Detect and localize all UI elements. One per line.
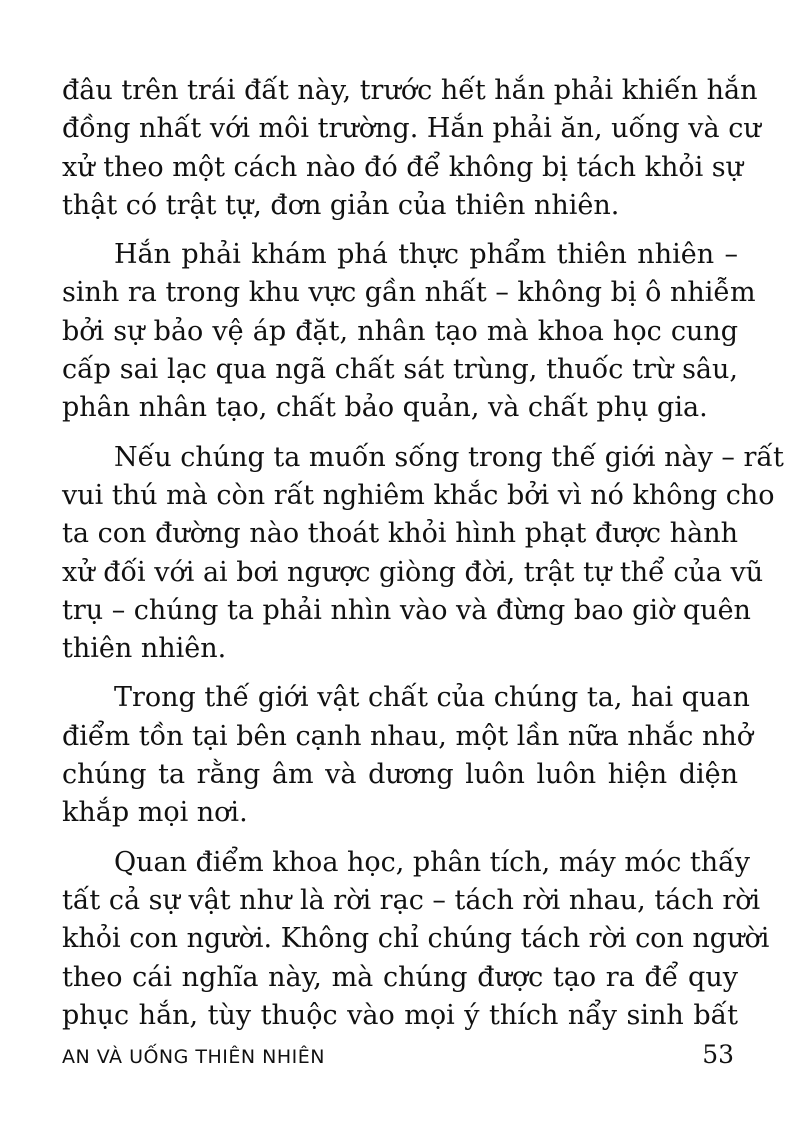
- running-footer-title: AN VÀ UỐNG THIÊN NHIÊN: [62, 1046, 325, 1068]
- text-line: Nếu chúng ta muốn sống trong thế giới này – rất: [114, 441, 784, 473]
- text-line: Hắn phải khám phá thực phẩm thiên nhiên –: [114, 239, 738, 271]
- text-line: khỏi con người. Không chỉ chúng tách rời con người: [62, 923, 770, 955]
- paragraph-5: [62, 844, 770, 1035]
- text-line: vui thú mà còn rất nghiêm khắc bởi vì nó không cho: [62, 479, 775, 511]
- text-line: phân nhân tạo, chất bảo quản, và chất phụ gia.: [62, 392, 708, 424]
- text-line: trụ – chúng ta phải nhìn vào và đừng bao giờ quên: [62, 594, 751, 626]
- text-line: sinh ra trong khu vực gần nhất – không bị ô nhiễm: [62, 277, 756, 309]
- text-line: xử theo một cách nào đó để không bị tách khỏi sự: [62, 151, 744, 183]
- text-line: thật có trật tự, đơn giản của thiên nhiên.: [62, 189, 620, 221]
- text-line: cấp sai lạc qua ngã chất sát trùng, thuốc trừ sâu,: [62, 354, 738, 386]
- text-line: thiên nhiên.: [62, 633, 227, 665]
- text-line: chúng ta rằng âm và dương luôn luôn hiện diện: [62, 759, 738, 791]
- page-number: 53: [702, 1040, 734, 1069]
- text-line: Quan điểm khoa học, phân tích, máy móc thấy: [114, 846, 750, 878]
- paragraph-2: [62, 236, 756, 427]
- text-line: khắp mọi nơi.: [62, 797, 248, 829]
- text-line: tất cả sự vật như là rời rạc – tách rời nhau, tách rời: [62, 884, 761, 916]
- text-line: đồng nhất với môi trường. Hắn phải ăn, uống và cư: [62, 113, 761, 145]
- body-text: [62, 72, 784, 1035]
- text-line: bởi sự bảo vệ áp đặt, nhân tạo mà khoa học cung: [62, 315, 738, 347]
- text-line: điểm tồn tại bên cạnh nhau, một lần nữa nhắc nhở: [62, 720, 753, 752]
- text-line: Trong thế giới vật chất của chúng ta, hai quan: [114, 682, 750, 714]
- text-line: đâu trên trái đất này, trước hết hắn phải khiến hắn: [62, 75, 758, 106]
- text-line: ta con đường nào thoát khỏi hình phạt được hành: [62, 518, 738, 550]
- paragraph-3: [62, 439, 784, 669]
- text-line: phục hắn, tùy thuộc vào mọi ý thích nẩy sinh bất: [62, 999, 738, 1031]
- text-line: theo cái nghĩa này, mà chúng được tạo ra để quy: [62, 961, 738, 993]
- paragraph-1: [62, 72, 761, 225]
- text-line: xử đối với ai bơi ngược giòng đời, trật tự thể của vũ: [62, 556, 764, 588]
- paragraph-4: [62, 679, 753, 832]
